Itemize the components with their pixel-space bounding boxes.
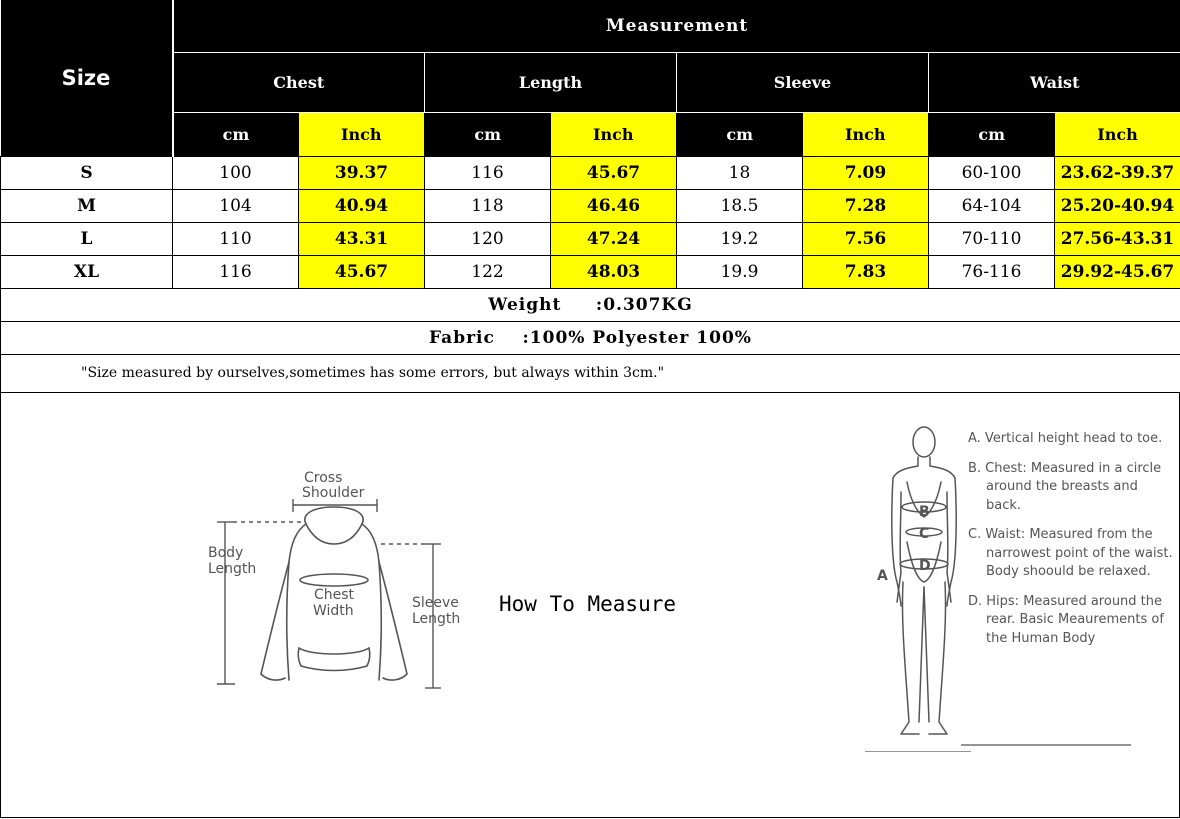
unit-cm-sleeve: cm bbox=[677, 112, 803, 156]
legend-item-d: D. Hips: Measured around the rear. Basic Meaurements of the Human Body bbox=[968, 593, 1164, 646]
waist-cm-cell: 70-110 bbox=[929, 222, 1055, 255]
waist-header: Waist bbox=[929, 52, 1180, 112]
waist-inch-cell: 29.92-45.67 bbox=[1055, 255, 1180, 288]
unit-inch-waist: Inch bbox=[1055, 112, 1180, 156]
cross-shoulder-label-1: Cross bbox=[304, 470, 343, 486]
length-header: Length bbox=[425, 52, 677, 112]
unit-cm-length: cm bbox=[425, 112, 551, 156]
chest-inch-cell: 45.67 bbox=[299, 255, 425, 288]
waist-cm-cell: 76-116 bbox=[929, 255, 1055, 288]
size-cell: S bbox=[1, 156, 173, 189]
table-row bbox=[1, 156, 1180, 189]
table-row bbox=[1, 255, 1180, 288]
measurement-note: "Size measured by ourselves,sometimes has some errors, but always within 3cm." bbox=[1, 354, 1180, 392]
chest-width-label-2: Width bbox=[313, 603, 354, 619]
sleeve-cm-cell: 18.5 bbox=[677, 189, 803, 222]
unit-cm-waist: cm bbox=[929, 112, 1055, 156]
legend-item-c: C. Waist: Measured from the narrowest point of the waist. Body shoould be relaxed. bbox=[968, 527, 1173, 579]
chest-cm-cell: 110 bbox=[173, 222, 299, 255]
sleeve-length-label-1: Sleeve bbox=[412, 595, 459, 611]
marker-b: B bbox=[919, 504, 930, 520]
length-inch-cell: 45.67 bbox=[551, 156, 677, 189]
length-cm-cell: 122 bbox=[425, 255, 551, 288]
unit-inch-length: Inch bbox=[551, 112, 677, 156]
measurement-header: Measurement bbox=[173, 0, 1180, 52]
sleeve-cm-cell: 18 bbox=[677, 156, 803, 189]
sleeve-inch-cell: 7.28 bbox=[803, 189, 929, 222]
legend-item-a: A. Vertical height head to toe. bbox=[968, 431, 1163, 446]
fabric-row: Fabric :100% Polyester 100% bbox=[1, 321, 1180, 354]
waist-inch-cell: 25.20-40.94 bbox=[1055, 189, 1180, 222]
unit-cm-chest: cm bbox=[173, 112, 299, 156]
how-to-measure-title: How To Measure bbox=[499, 592, 677, 616]
waist-inch-cell: 23.62-39.37 bbox=[1055, 156, 1180, 189]
size-cell: XL bbox=[1, 255, 173, 288]
chest-cm-cell: 104 bbox=[173, 189, 299, 222]
sleeve-cm-cell: 19.9 bbox=[677, 255, 803, 288]
chest-header: Chest bbox=[173, 52, 425, 112]
waist-cm-cell: 64-104 bbox=[929, 189, 1055, 222]
waist-inch-cell: 27.56-43.31 bbox=[1055, 222, 1180, 255]
sleeve-length-label-2: Length bbox=[412, 611, 461, 627]
sleeve-inch-cell: 7.83 bbox=[803, 255, 929, 288]
chest-inch-cell: 43.31 bbox=[299, 222, 425, 255]
legend-item-b: B. Chest: Measured in a circle around the breasts and back. bbox=[968, 460, 1162, 513]
weight-row: Weight :0.307KG bbox=[1, 288, 1180, 321]
waist-cm-cell: 60-100 bbox=[929, 156, 1055, 189]
chest-inch-cell: 40.94 bbox=[299, 189, 425, 222]
measure-legend bbox=[968, 430, 1173, 659]
chest-cm-cell: 116 bbox=[173, 255, 299, 288]
length-inch-cell: 47.24 bbox=[551, 222, 677, 255]
sleeve-inch-cell: 7.09 bbox=[803, 156, 929, 189]
length-inch-cell: 46.46 bbox=[551, 189, 677, 222]
chest-cm-cell: 100 bbox=[173, 156, 299, 189]
chest-width-label-1: Chest bbox=[314, 587, 355, 603]
unit-inch-chest: Inch bbox=[299, 112, 425, 156]
cross-shoulder-label-2: Shoulder bbox=[302, 485, 365, 501]
body-length-label-2: Length bbox=[208, 561, 257, 577]
body-length-label-1: Body bbox=[208, 545, 244, 561]
table-row bbox=[1, 189, 1180, 222]
shirt-illustration bbox=[201, 452, 471, 692]
size-cell: L bbox=[1, 222, 173, 255]
length-cm-cell: 118 bbox=[425, 189, 551, 222]
marker-d: D bbox=[919, 558, 931, 574]
measure-diagram bbox=[0, 392, 1180, 818]
sleeve-inch-cell: 7.56 bbox=[803, 222, 929, 255]
length-cm-cell: 120 bbox=[425, 222, 551, 255]
sleeve-header: Sleeve bbox=[677, 52, 929, 112]
marker-a: A bbox=[877, 568, 888, 584]
unit-inch-sleeve: Inch bbox=[803, 112, 929, 156]
sleeve-cm-cell: 19.2 bbox=[677, 222, 803, 255]
length-inch-cell: 48.03 bbox=[551, 255, 677, 288]
chest-inch-cell: 39.37 bbox=[299, 156, 425, 189]
size-cell: M bbox=[1, 189, 173, 222]
size-table bbox=[0, 0, 1180, 393]
size-header: Size bbox=[1, 0, 173, 156]
table-row bbox=[1, 222, 1180, 255]
length-cm-cell: 116 bbox=[425, 156, 551, 189]
marker-c: C bbox=[919, 526, 930, 542]
